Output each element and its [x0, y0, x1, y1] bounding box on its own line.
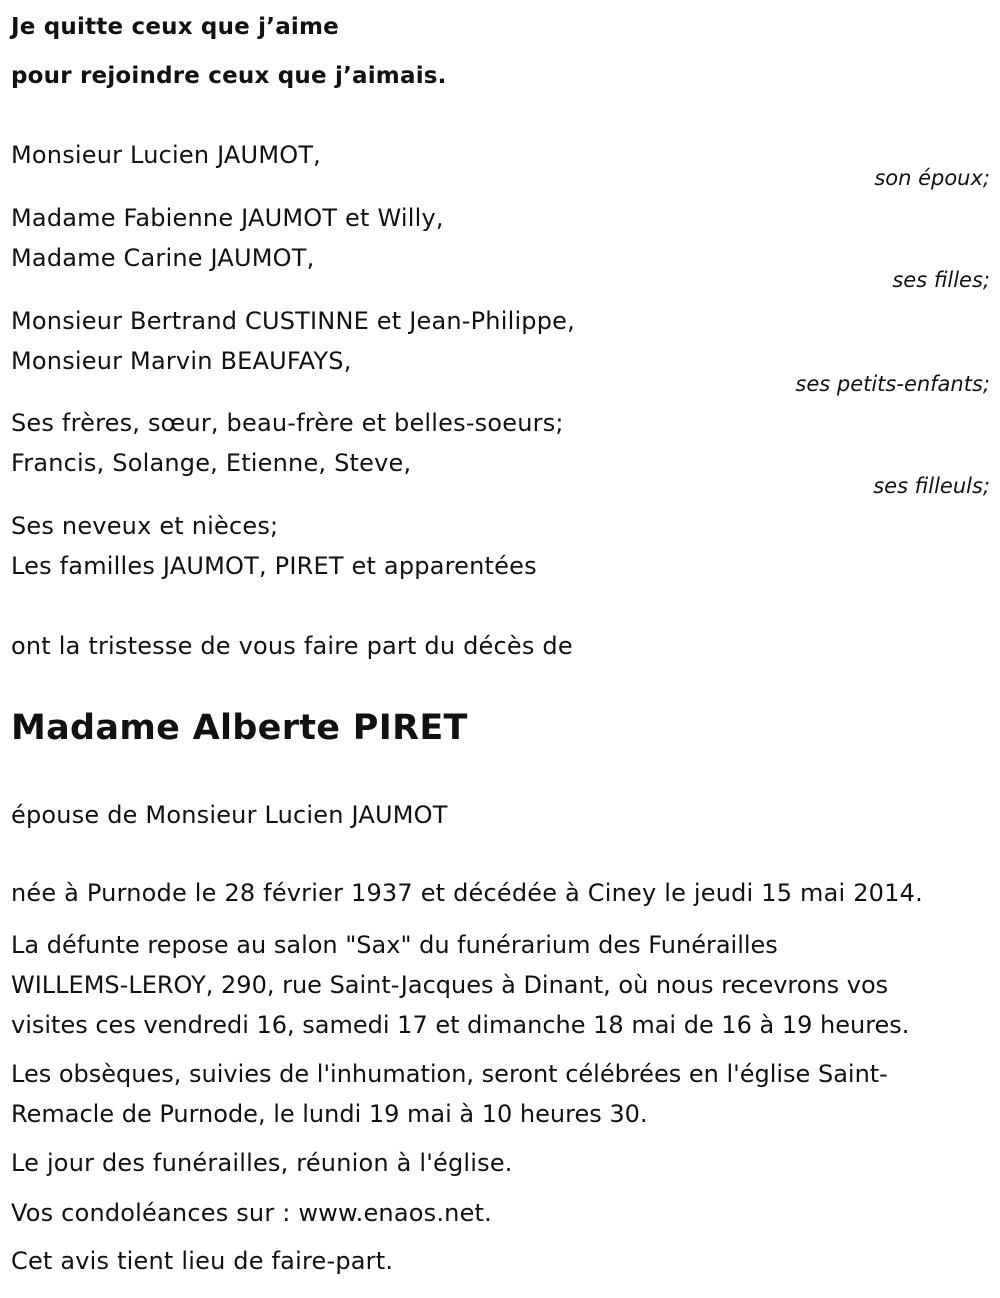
quote-line-1: Je quitte ceux que j’aime — [11, 14, 339, 40]
family-spouse-name: Monsieur Lucien JAUMOT, — [11, 141, 322, 169]
nephews-line: Ses neveux et nièces; — [11, 512, 279, 540]
funeral-paragraph — [11, 1054, 981, 1134]
meeting-text: Le jour des funérailles, réunion à l'église. — [11, 1149, 513, 1177]
families-line: Les familles JAUMOT, PIRET et apparentées — [11, 552, 537, 580]
grandchildren-role: ses petits-enfants; — [795, 372, 990, 396]
spouse-line: épouse de Monsieur Lucien JAUMOT — [11, 801, 448, 829]
godchildren-role: ses filleuls; — [873, 474, 990, 498]
announcement-text: ont la tristesse de vous faire part du décès de — [11, 632, 573, 660]
notice-text: Cet avis tient lieu de faire-part. — [11, 1247, 394, 1275]
daughter-name-2: Madame Carine JAUMOT, — [11, 244, 315, 272]
siblings-line: Ses frères, sœur, beau-frère et belles-soeurs; — [11, 409, 564, 437]
birth-death-text: née à Purnode le 28 février 1937 et décédée à Ciney le jeudi 15 mai 2014. — [11, 879, 923, 907]
visitation-line-3: visites ces vendredi 16, samedi 17 et dimanche 18 mai de 16 à 19 heures. — [11, 1011, 910, 1039]
spouse-role: son époux; — [874, 166, 990, 190]
deceased-name: Madame Alberte PIRET — [11, 708, 468, 748]
funeral-line-1: Les obsèques, suivies de l'inhumation, seront célébrées en l'église Saint- — [11, 1060, 888, 1088]
quote-line-2: pour rejoindre ceux que j’aimais. — [11, 63, 447, 89]
condolences-text: Vos condoléances sur : www.enaos.net. — [11, 1199, 492, 1227]
visitation-paragraph — [11, 925, 981, 1045]
daughters-role: ses filles; — [892, 268, 990, 292]
funeral-line-2: Remacle de Purnode, le lundi 19 mai à 10 heures 30. — [11, 1100, 648, 1128]
visitation-line-1: La défunte repose au salon "Sax" du funérarium des Funérailles — [11, 931, 778, 959]
godchildren-names: Francis, Solange, Etienne, Steve, — [11, 449, 412, 477]
daughter-name-1: Madame Fabienne JAUMOT et Willy, — [11, 204, 444, 232]
grandchild-name-1: Monsieur Bertrand CUSTINNE et Jean-Philippe, — [11, 307, 575, 335]
visitation-line-2: WILLEMS-LEROY, 290, rue Saint-Jacques à Dinant, où nous recevrons vos — [11, 971, 889, 999]
grandchild-name-2: Monsieur Marvin BEAUFAYS, — [11, 347, 352, 375]
